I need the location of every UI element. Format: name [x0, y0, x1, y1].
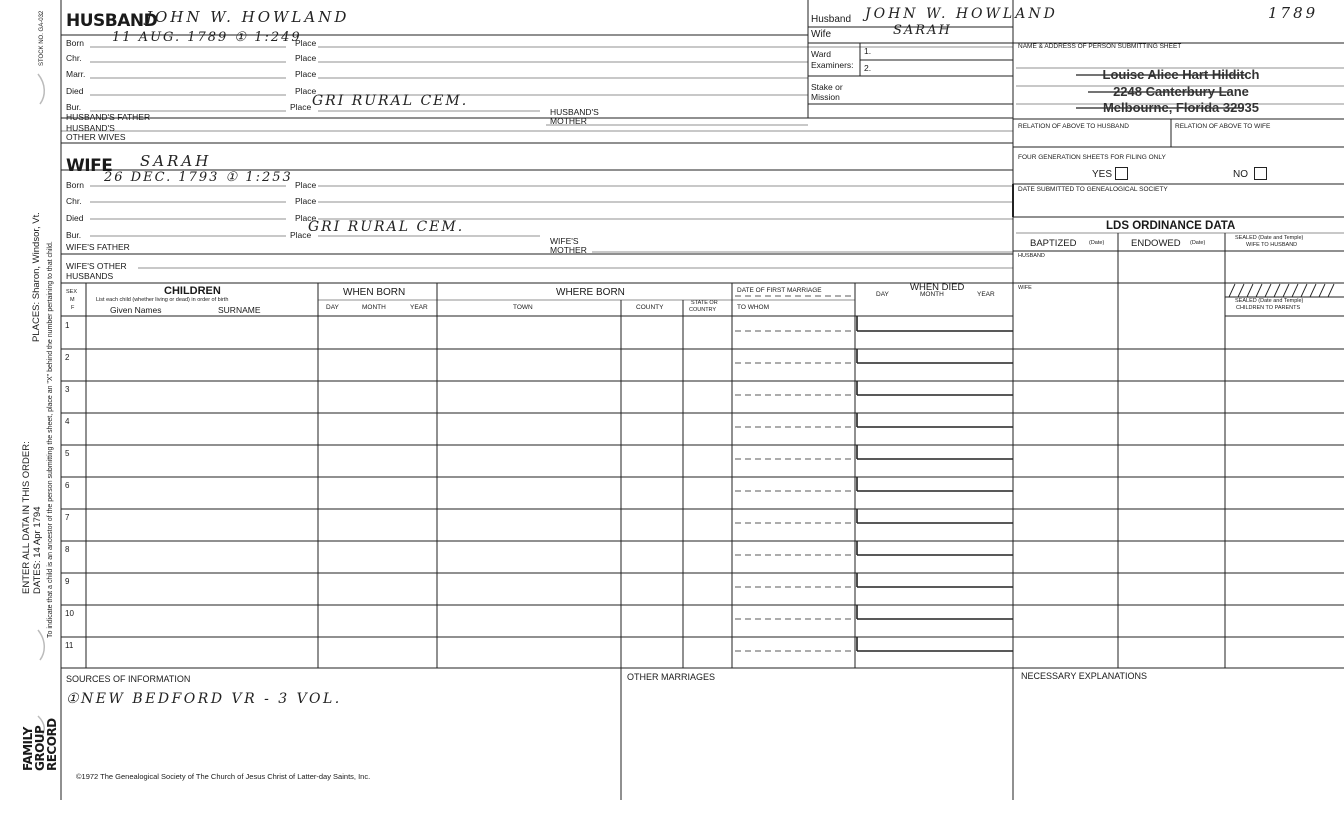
child-row-number: 2	[65, 353, 70, 362]
sealed-cp-label-1: SEALED (Date and Temple)	[1235, 298, 1304, 304]
husband-bur-place-value[interactable]: GRI RURAL CEM.	[312, 93, 469, 109]
born-day-label: DAY	[326, 304, 339, 311]
husband-name[interactable]: JOHN W. HOWLAND	[146, 8, 350, 26]
examiner-1: 1.	[864, 46, 872, 56]
died-month-label: MONTH	[920, 291, 944, 298]
wife-bur-label: Bur.	[66, 230, 82, 240]
child-row-number: 4	[65, 417, 70, 426]
sex-f-label: F	[71, 305, 75, 311]
sealed-cp-label-2: CHILDREN TO PARENTS	[1236, 305, 1301, 311]
baptized-label: BAPTIZED	[1030, 238, 1077, 249]
given-names-label: Given Names	[110, 305, 162, 315]
to-whom-label: TO WHOM	[737, 304, 770, 311]
date-submitted-label: DATE SUBMITTED TO GENEALOGICAL SOCIETY	[1018, 186, 1168, 193]
state-label-2: COUNTRY	[689, 307, 717, 313]
enter-all-note: ENTER ALL DATA IN THIS ORDER:	[21, 441, 32, 594]
record-title-2: GROUP	[33, 725, 47, 771]
wife-died-label: Died	[66, 213, 84, 223]
husband-other-wives-1: HUSBAND'S	[66, 123, 115, 133]
wife-chr-label: Chr.	[66, 196, 82, 206]
wife-born-label: Born	[66, 180, 84, 190]
record-title-3: RECORD	[45, 718, 59, 771]
husband-chr-label: Chr.	[66, 53, 82, 63]
wife-other-husbands-2: HUSBANDS	[66, 271, 114, 281]
other-marriages-label: OTHER MARRIAGES	[627, 672, 716, 682]
wife-other-husbands-1: WIFE'S OTHER	[66, 261, 127, 271]
husband-died-label: Died	[66, 86, 84, 96]
town-label: TOWN	[513, 304, 533, 311]
four-generation-label: FOUR GENERATION SHEETS FOR FILING ONLY	[1018, 154, 1166, 161]
child-row-number: 1	[65, 321, 70, 330]
endowed-label: ENDOWED	[1131, 238, 1181, 249]
child-row-number: 7	[65, 513, 70, 522]
endowed-date-label: (Date)	[1190, 240, 1206, 246]
header-husband-value[interactable]: JOHN W. HOWLAND	[865, 6, 1058, 22]
submitter-label: NAME & ADDRESS OF PERSON SUBMITTING SHEET	[1018, 43, 1182, 50]
first-marriage-label: DATE OF FIRST MARRIAGE	[737, 287, 822, 294]
child-row-number: 3	[65, 385, 70, 394]
wife-father-label: WIFE'S FATHER	[66, 242, 130, 252]
sex-m-label: M	[70, 297, 75, 303]
wife-name[interactable]: SARAH	[140, 152, 212, 170]
husband-bur-label: Bur.	[66, 102, 82, 112]
husband-mother-label-1: HUSBAND'S	[550, 107, 599, 117]
stake-label-2: Mission	[811, 92, 840, 102]
husband-died-place-label: Place	[295, 86, 317, 96]
record-title-1: FAMILY	[21, 727, 35, 771]
surname-label: SURNAME	[218, 305, 261, 315]
dates-note: DATES: 14 Apr 1794	[32, 506, 43, 594]
relation-to-husband-label: RELATION OF ABOVE TO HUSBAND	[1018, 123, 1129, 130]
yes-checkbox[interactable]	[1115, 167, 1128, 180]
husband-other-wives-2: OTHER WIVES	[66, 132, 126, 142]
copyright-notice: ©1972 The Genealogical Society of The Church of Jesus Christ of Latter-day Saints, Inc.	[76, 772, 371, 781]
no-label: NO	[1233, 169, 1248, 180]
relation-to-wife-label: RELATION OF ABOVE TO WIFE	[1175, 123, 1271, 130]
submitter-line-3[interactable]: Melbourne, Florida 32935	[1102, 100, 1260, 115]
wife-born-value[interactable]: 26 DEC. 1793 ① 1:253	[104, 170, 293, 185]
husband-marr-place-label: Place	[295, 69, 317, 79]
county-label: COUNTY	[636, 304, 664, 311]
wife-bur-place-value[interactable]: GRI RURAL CEM.	[308, 219, 465, 235]
husband-bur-place-label: Place	[290, 102, 312, 112]
wife-mother-label-2: MOTHER	[550, 245, 587, 255]
sources-value[interactable]: ①NEW BEDFORD VR - 3 VOL.	[66, 691, 342, 707]
ancestor-indicate-note: To indicate that a child is an ancestor of the person submitting the sheet, place an "X" behind the number pertaining to that child.	[47, 241, 54, 638]
sealed-hw-label-2: WIFE TO HUSBAND	[1246, 242, 1298, 248]
wife-chr-place-label: Place	[295, 196, 317, 206]
husband-born-place-label: Place	[295, 38, 317, 48]
submitter-line-1[interactable]: Louise Alice Hart Hilditch	[1102, 67, 1260, 82]
yes-label: YES	[1092, 169, 1113, 180]
necessary-explanations-label: NECESSARY EXPLANATIONS	[1021, 671, 1148, 681]
baptized-date-label: (Date)	[1089, 240, 1105, 246]
child-row-number: 10	[65, 609, 74, 618]
died-day-label: DAY	[876, 291, 889, 298]
child-row-number: 5	[65, 449, 70, 458]
submitter-line-2[interactable]: 2248 Canterbury Lane	[1113, 84, 1249, 99]
wife-mother-label-1: WIFE'S	[550, 236, 579, 246]
sources-label: SOURCES OF INFORMATION	[66, 674, 191, 684]
child-row-number: 6	[65, 481, 70, 490]
husband-marr-label: Marr.	[66, 69, 86, 79]
stake-label-1: Stake or	[811, 82, 843, 92]
header-husband-label: Husband	[811, 14, 852, 25]
wife-born-place-label: Place	[295, 180, 317, 190]
state-label-1: STATE OR	[691, 300, 718, 306]
child-row-number: 8	[65, 545, 70, 554]
husband-mother-label-2: MOTHER	[550, 116, 587, 126]
husband-born-value[interactable]: 11 AUG. 1789 ① 1:249	[112, 30, 302, 45]
born-year-label: YEAR	[410, 304, 428, 311]
child-row-number: 9	[65, 577, 70, 586]
wife-heading: WIFE	[66, 156, 113, 176]
examiners-label: Examiners:	[811, 60, 854, 70]
lds-title: LDS ORDINANCE DATA	[1106, 220, 1236, 232]
sex-label: SEX	[66, 289, 78, 295]
husband-born-label: Born	[66, 38, 84, 48]
wife-died-place-label: Place	[295, 213, 317, 223]
children-order-note: List each child (whether living or dead) in order of birth	[96, 297, 229, 303]
header-year[interactable]: 1789	[1268, 4, 1319, 22]
child-row-number: 11	[65, 641, 74, 650]
wife-bur-place-label: Place	[290, 230, 312, 240]
husband-father-label: HUSBAND'S FATHER	[66, 112, 151, 122]
header-wife-value[interactable]: SARAH	[893, 23, 952, 38]
sealed-hw-label-1: SEALED (Date and Temple)	[1235, 235, 1304, 241]
places-note: PLACES: Sharon, Windsor, Vt.	[31, 212, 42, 342]
ward-label: Ward	[811, 49, 831, 59]
when-died-label: WHEN DIED	[910, 282, 965, 293]
lds-husband-label: HUSBAND	[1018, 253, 1045, 259]
husband-heading: HUSBAND	[66, 11, 158, 31]
no-checkbox[interactable]	[1254, 167, 1267, 180]
examiner-2: 2.	[864, 63, 872, 73]
header-wife-label: Wife	[811, 29, 831, 40]
stock-number: STOCK NO. GA-032	[39, 10, 45, 66]
children-title: CHILDREN	[164, 285, 221, 297]
husband-chr-place-label: Place	[295, 53, 317, 63]
when-born-label: WHEN BORN	[343, 287, 406, 298]
born-month-label: MONTH	[362, 304, 386, 311]
where-born-label: WHERE BORN	[556, 287, 625, 298]
died-year-label: YEAR	[977, 291, 995, 298]
lds-wife-label: WIFE	[1018, 285, 1032, 291]
